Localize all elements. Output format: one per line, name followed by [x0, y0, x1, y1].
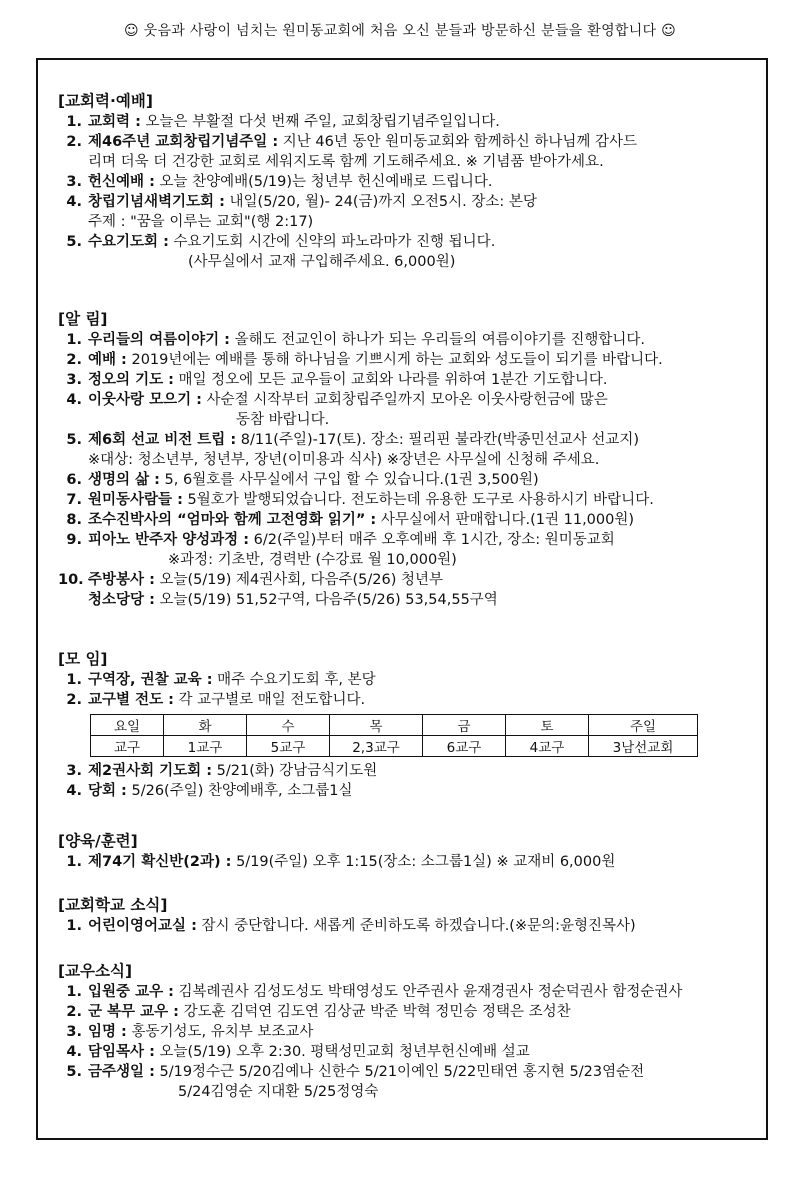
list-item: 4. 이웃사랑 모으기 : 사순절 시작부터 교회창립주일까지 모아온 이웃사랑헌금에 많은 — [66, 392, 608, 408]
list-item-cont: 동참 바랍니다. — [236, 412, 330, 428]
table-cell: 1교구 — [164, 736, 247, 757]
list-item: 2. 군 복무 교우 : 강도훈 김덕연 김도연 김상균 박준 박혁 정민승 정택은 조성찬 — [66, 1004, 571, 1020]
list-item: 1. 제74기 확신반(2과) : 5/19(주일) 오후 1:15(장소: 소그룹1실) ※ 교재비 6,000원 — [66, 854, 616, 870]
list-item: 4. 담임목사 : 오늘(5/19) 오후 2:30. 평택성민교회 청년부헌신예배 설교 — [66, 1044, 530, 1060]
table-header-cell: 목 — [330, 715, 423, 736]
list-item: 2. 제46주년 교회창립기념주일 : 지난 46년 동안 원미동교회와 함께하신 하나님께 감사드 — [66, 134, 638, 150]
list-item-cont: ※과정: 기초반, 경력반 (수강료 월 10,000원) — [168, 552, 457, 568]
list-item: 5. 수요기도회 : 수요기도회 시간에 신약의 파노라마가 진행 됩니다. — [66, 234, 496, 250]
section-notices — [58, 308, 754, 610]
evangelism-schedule-table — [90, 714, 698, 757]
list-item: 3. 정오의 기도 : 매일 정오에 모든 교우들이 교회와 나라를 위하여 1분간 기도합니다. — [66, 372, 608, 388]
list-item: 8. 조수진박사의 “엄마와 함께 고전영화 읽기” : 사무실에서 판매합니다.(1권 11,000원) — [66, 512, 635, 528]
section-title: [교회력·예배] — [58, 92, 153, 110]
table-cell: 교구 — [91, 736, 164, 757]
list-item: 7. 원미동사람들 : 5월호가 발행되었습니다. 전도하는데 유용한 도구로 사용하시기 바랍니다. — [66, 492, 654, 508]
list-item: 4. 당회 : 5/26(주일) 찬양예배후, 소그룹1실 — [66, 783, 353, 799]
table-header-cell: 요일 — [91, 715, 164, 736]
list-item: 2. 예배 : 2019년에는 예배를 통해 하나님을 기쁘시게 하는 교회와 성도들이 되기를 바랍니다. — [66, 352, 663, 368]
table-header-cell: 주일 — [589, 715, 698, 736]
section-title: [교회학교 소식] — [58, 896, 168, 914]
list-item: 10. 주방봉사 : 오늘(5/19) 제4권사회, 다음주(5/26) 청년부 — [58, 572, 443, 588]
list-item: 3. 임명 : 홍동기성도, 유치부 보조교사 — [66, 1024, 314, 1040]
table-cell: 5교구 — [247, 736, 330, 757]
section-member-news — [58, 960, 754, 1102]
list-item: 1. 우리들의 여름이야기 : 올해도 전교인이 하나가 되는 우리들의 여름이야기를 진행합니다. — [66, 332, 646, 348]
welcome-banner: ☺ 웃음과 사랑이 넘치는 원미동교회에 처음 오신 분들과 방문하신 분들을 환영합니다 ☺ — [123, 23, 677, 39]
table-header-cell: 금 — [423, 715, 506, 736]
list-item: 3. 제2권사회 기도회 : 5/21(화) 강남금식기도원 — [66, 763, 378, 779]
section-title: [양육/훈련] — [58, 832, 138, 850]
list-item: 1. 교회력 : 오늘은 부활절 다섯 번째 주일, 교회창립기념주일입니다. — [66, 114, 500, 130]
list-item: 1. 입원중 교우 : 김복례권사 김성도성도 박태영성도 안주권사 윤재경권사 정순덕권사 함정순권사 — [66, 984, 683, 1000]
list-item-cont: 청소당당 : 오늘(5/19) 51,52구역, 다음주(5/26) 53,54,55구역 — [88, 592, 498, 608]
list-item-cont: 5/24김영순 지대환 5/25정영숙 — [178, 1084, 379, 1100]
section-worship — [58, 90, 754, 272]
section-meetings — [58, 648, 754, 801]
list-item-cont: (사무실에서 교재 구입해주세요. 6,000원) — [188, 254, 456, 270]
list-item-cont: 리며 더욱 더 건강한 교회로 세워지도록 함께 기도해주세요. ※ 기념품 받아가세요. — [88, 154, 604, 170]
table-cell: 3남선교회 — [589, 736, 698, 757]
list-item: 5. 금주생일 : 5/19정수근 5/20김예나 신한수 5/21이예인 5/22민태연 홍지현 5/23염순전 — [66, 1064, 645, 1080]
table-header-row — [91, 715, 698, 736]
bulletin-frame — [36, 58, 768, 1140]
list-item-cont: ※대상: 청소년부, 청년부, 장년(이미용과 식사) ※장년은 사무실에 신청해 주세요. — [88, 452, 600, 468]
section-title: [모 임] — [58, 650, 108, 668]
list-item: 5. 제6회 선교 비전 트립 : 8/11(주일)-17(토). 장소: 필리핀 불라칸(박종민선교사 선교지) — [66, 432, 640, 448]
table-header-cell: 수 — [247, 715, 330, 736]
list-item-cont: 주제 : "꿈을 이루는 교회"(행 2:17) — [88, 214, 314, 230]
table-header-cell: 화 — [164, 715, 247, 736]
list-item: 2. 교구별 전도 : 각 교구별로 매일 전도합니다. — [66, 692, 366, 708]
list-item: 1. 구역장, 권찰 교육 : 매주 수요기도회 후, 본당 — [66, 672, 376, 688]
section-church-school — [58, 894, 754, 936]
table-cell: 2,3교구 — [330, 736, 423, 757]
list-item: 4. 창립기념새벽기도회 : 내일(5/20, 월)- 24(금)까지 오전5시. 장소: 본당 — [66, 194, 537, 210]
section-training — [58, 830, 754, 872]
table-header-cell: 토 — [506, 715, 589, 736]
table-cell: 4교구 — [506, 736, 589, 757]
list-item: 1. 어린이영어교실 : 잠시 중단합니다. 새롭게 준비하도록 하겠습니다.(※문의:윤형진목사) — [66, 918, 636, 934]
section-title: [알 림] — [58, 310, 108, 328]
list-item: 6. 생명의 삶 : 5, 6월호를 사무실에서 구입 할 수 있습니다.(1권 3,500원) — [66, 472, 539, 488]
table-row — [91, 736, 698, 757]
list-item: 3. 헌신예배 : 오늘 찬양예배(5/19)는 청년부 헌신예배로 드립니다. — [66, 174, 493, 190]
list-item: 9. 피아노 반주자 양성과정 : 6/2(주일)부터 매주 오후예배 후 1시간, 장소: 원미동교회 — [66, 532, 615, 548]
section-title: [교우소식] — [58, 962, 133, 980]
table-cell: 6교구 — [423, 736, 506, 757]
